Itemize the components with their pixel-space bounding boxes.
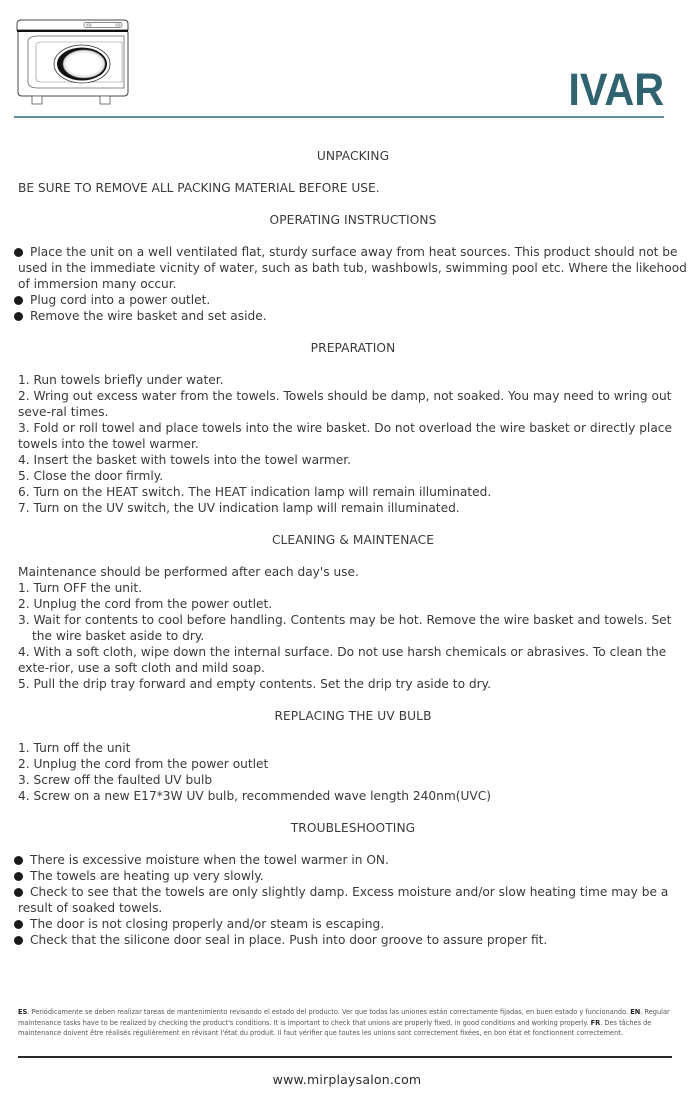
list-item: 1. Run towels briefly under water. [18,373,224,387]
list-item: 4. Insert the basket with towels into the towel warmer. [18,453,352,467]
bullet-icon [14,248,23,257]
list-item: There is excessive moisture when the towel warmer in ON. [18,852,688,868]
note-fr: . Des tâches de maintenance doivent être réalisés régulièrement en révisant l'état du produit. Il faut vérifier que toutes les unions sont correctement fixées, en bon état et fonctionnent correctement. [18,1018,652,1037]
lang-label-en: EN [630,1008,641,1016]
note-es: . Periódicamente se deben realizar tareas de mantenimiento revisando el estado del producto. Ver que todas las uniones están correctamente fijadas, en buen estado y funcionando. [27,1008,631,1016]
section-title-uv-bulb: REPLACING THE UV BULB [274,709,432,723]
list-item: 1. Turn OFF the unit. [18,581,143,595]
list-item: 3. Wait for contents to cool before handling. Contents may be hot. Remove the wire basket and towels. Set the wire basket aside to dry. [18,613,672,643]
list-item: Remove the wire basket and set aside. [18,308,688,324]
list-item: 6. Turn on the HEAT switch. The HEAT indication lamp will remain illuminated. [18,485,492,499]
list-item: 2. Unplug the cord from the power outlet [18,757,269,771]
section-title-unpacking: UNPACKING [316,149,390,163]
bullet-icon [14,888,23,897]
note-en: . Regular maintenance tasks have to be realized by checking the product's conditions. It is important to check that unions are properly fixed, in good conditions and working properly. [18,1008,670,1027]
page-header [0,0,694,120]
list-item: 7. Turn on the UV switch, the UV indication lamp will remain illuminated. [18,501,460,515]
bullet-icon [14,296,23,305]
towel-warmer-illustration [14,16,132,108]
lang-label-es: ES [18,1008,28,1016]
bullet-icon [14,920,23,929]
section-title-operating: OPERATING INSTRUCTIONS [269,213,437,227]
list-item: Check that the silicone door seal in place. Push into door groove to assure proper fit. [18,932,688,948]
list-item: Check to see that the towels are only slightly damp. Excess moisture and/or slow heating time may be a result of soaked towels. [18,884,688,916]
bullet-icon [14,312,23,321]
list-item: 5. Close the door firmly. [18,469,164,483]
section-title-troubleshooting: TROUBLESHOOTING [290,821,416,835]
list-item: 5. Pull the drip tray forward and empty contents. Set the drip try aside to dry. [18,677,492,691]
bullet-icon [14,872,23,881]
list-item: 3. Screw off the faulted UV bulb [18,773,213,787]
troubleshooting-list [18,852,688,948]
list-item: 1. Turn off the unit [18,741,131,755]
section-title-cleaning: CLEANING & MAINTENACE [271,533,435,547]
uv-bulb-list [18,740,688,804]
website-link[interactable]: www.mirplaysalon.com [272,1072,422,1087]
bullet-icon [14,856,23,865]
list-item: Plug cord into a power outlet. [18,292,688,308]
cleaning-intro: Maintenance should be performed after each day's use. [18,565,359,579]
preparation-list [18,372,688,516]
list-item: 4. With a soft cloth, wipe down the internal surface. Do not use harsh chemicals or abrasives. To clean the exte-rior, use a soft cloth and mild soap. [18,645,667,675]
multilingual-maintenance-note [18,1007,674,1039]
operating-list [18,244,688,324]
list-item: Place the unit on a well ventilated flat, sturdy surface away from heat sources. This product should not be used in the immediate vicnity of water, such as bath tub, washbowls, swimming pool etc. Where the likehood of immersion many occur. [18,244,688,292]
lang-label-fr: FR [590,1018,601,1027]
unpacking-text: BE SURE TO REMOVE ALL PACKING MATERIAL BEFORE USE. [18,181,380,195]
section-title-preparation: PREPARATION [310,341,396,355]
bullet-icon [14,936,23,945]
list-item: 4. Screw on a new E17*3W UV bulb, recommended wave length 240nm(UVC) [18,789,492,803]
brand-logo: IVAR [568,64,664,115]
list-item: The door is not closing properly and/or steam is escaping. [18,916,688,932]
footer-divider [18,1056,672,1058]
list-item: 3. Fold or roll towel and place towels into the wire basket. Do not overload the wire basket or directly place towels into the towel warmer. [18,421,672,451]
manual-content [18,148,688,948]
header-divider [14,116,664,118]
cleaning-list [18,580,688,692]
list-item: 2. Unplug the cord from the power outlet. [18,597,273,611]
list-item: The towels are heating up very slowly. [18,868,688,884]
list-item: 2. Wring out excess water from the towels. Towels should be damp, not soaked. You may need to wring out seve-ral times. [18,389,672,419]
